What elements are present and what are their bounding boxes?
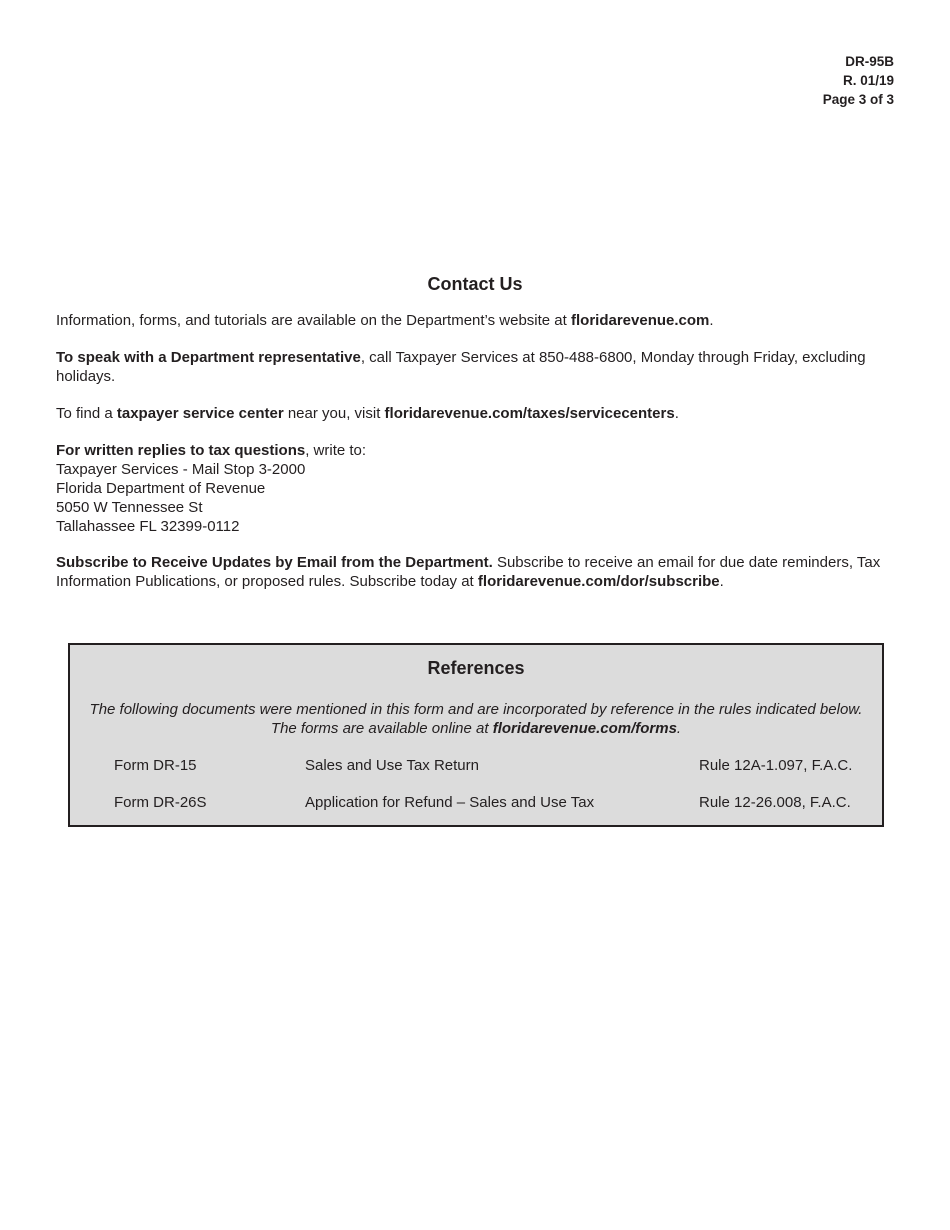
references-heading: References	[427, 658, 525, 678]
reference-row	[70, 756, 882, 776]
references-intro-line	[70, 719, 882, 738]
contact-us-heading: Contact Us	[427, 274, 523, 294]
reference-form-title: Application for Refund – Sales and Use Tax	[305, 794, 595, 811]
form-number: DR-95B	[845, 54, 894, 69]
website-paragraph	[56, 311, 896, 330]
service-center-paragraph	[56, 404, 896, 423]
written-replies-paragraph	[56, 441, 896, 536]
website-period: .	[709, 312, 714, 329]
website-text: Information, forms, and tutorials are available on the Department’s website at	[56, 312, 571, 329]
references-intro	[70, 700, 882, 738]
form-header	[823, 52, 894, 109]
subscribe-paragraph	[56, 553, 896, 591]
subscribe-text: Subscribe to receive an email for due date reminders, Tax Information Publications, or proposed rules. Subscribe today at	[56, 554, 881, 590]
references-intro-line: The following documents were mentioned in this form and are incorporated by reference in the rules indicated below.	[89, 701, 863, 718]
representative-paragraph	[56, 348, 896, 386]
forms-link[interactable]: floridarevenue.com/forms	[492, 720, 677, 737]
service-center-label: taxpayer service center	[116, 405, 284, 422]
reference-form-title: Sales and Use Tax Return	[305, 757, 479, 774]
representative-text: , call Taxpayer Services at 850-488-6800, Monday through Friday, excluding holidays.	[56, 349, 866, 385]
address-line: Taxpayer Services - Mail Stop 3-2000	[56, 461, 306, 478]
subscribe-link[interactable]: floridarevenue.com/dor/subscribe	[477, 573, 720, 590]
written-replies-label: For written replies to tax questions	[56, 442, 306, 459]
service-center-text-mid: near you, visit	[283, 405, 385, 422]
reference-form-number: Form DR-26S	[114, 794, 207, 811]
reference-rule: Rule 12-26.008, F.A.C.	[699, 794, 851, 811]
website-link[interactable]: floridarevenue.com	[571, 312, 710, 329]
references-intro-period: .	[676, 720, 682, 737]
reference-row	[70, 793, 882, 813]
subscribe-period: .	[719, 573, 724, 590]
service-center-text-pre: To find a	[56, 405, 117, 422]
references-box	[68, 643, 884, 827]
address-line: 5050 W Tennessee St	[56, 499, 203, 516]
page-number: Page 3 of 3	[822, 92, 894, 107]
written-replies-text: , write to:	[305, 442, 367, 459]
form-revision: R. 01/19	[842, 73, 894, 88]
subscribe-label: Subscribe to Receive Updates by Email from the Department.	[56, 554, 493, 571]
service-center-period: .	[674, 405, 679, 422]
address-line: Tallahassee FL 32399-0112	[56, 518, 240, 535]
address-line: Florida Department of Revenue	[56, 480, 266, 497]
references-intro-text: The forms are available online at	[270, 720, 493, 737]
service-center-link[interactable]: floridarevenue.com/taxes/servicecenters	[384, 405, 675, 422]
reference-form-number: Form DR-15	[114, 757, 197, 774]
reference-rule: Rule 12A-1.097, F.A.C.	[699, 757, 853, 774]
representative-label: To speak with a Department representative	[56, 349, 361, 366]
